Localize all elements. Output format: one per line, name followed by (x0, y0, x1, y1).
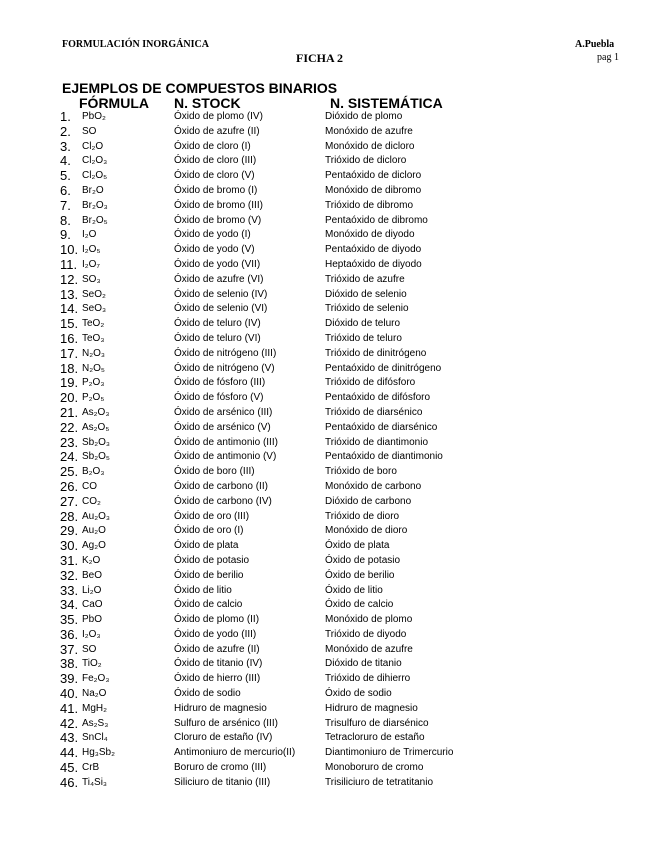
formula: Br₂O (82, 184, 104, 196)
row-number: 18. (60, 360, 79, 376)
table-row (0, 243, 655, 258)
table-row (0, 702, 655, 717)
table-row (0, 421, 655, 436)
formula: CO (82, 480, 97, 492)
row-number: 30. (60, 538, 79, 554)
systematic-name: Tetracloruro de estaño (325, 732, 425, 744)
row-number: 38. (60, 656, 79, 672)
table-row (0, 776, 655, 791)
formula: K₂O (82, 554, 101, 566)
systematic-name: Dióxido de titanio (325, 658, 402, 670)
systematic-name: Dióxido de teluro (325, 318, 401, 330)
column-header-stock: N. STOCK (174, 95, 241, 111)
table-row (0, 376, 655, 391)
row-number: 42. (60, 715, 79, 731)
row-number: 17. (60, 345, 79, 361)
row-number: 35. (60, 612, 79, 628)
systematic-name: Monoboruro de cromo (325, 762, 424, 774)
stock-name: Óxido de yodo (III) (174, 628, 257, 640)
stock-name: Óxido de hierro (III) (174, 673, 261, 685)
table-row (0, 436, 655, 451)
row-number: 3. (60, 138, 71, 154)
stock-name: Hidruro de magnesio (174, 702, 267, 714)
formula: Ag₂O (82, 540, 106, 552)
column-header-formula: FÓRMULA (79, 95, 149, 111)
row-number: 43. (60, 730, 79, 746)
row-number: 28. (60, 508, 79, 524)
formula: I₂O₅ (82, 244, 101, 256)
stock-name: Óxido de arsénico (III) (174, 406, 273, 418)
formula: As₂O₅ (82, 421, 110, 433)
systematic-name: Trisiliciuro de tetratitanio (325, 776, 434, 788)
row-number: 34. (60, 597, 79, 613)
systematic-name: Trióxido de dinitrógeno (325, 347, 427, 359)
formula: As₂O₃ (82, 406, 110, 418)
table-row (0, 554, 655, 569)
formula: N₂O₅ (82, 362, 105, 374)
formula: CO₂ (82, 495, 101, 507)
row-number: 21. (60, 404, 79, 420)
table-row (0, 199, 655, 214)
row-number: 19. (60, 375, 79, 391)
row-number: 6. (60, 182, 71, 198)
formula: Cl₂O₃ (82, 155, 108, 167)
table-row (0, 746, 655, 761)
formula: Br₂O₅ (82, 214, 108, 226)
systematic-name: Trióxido de boro (325, 466, 397, 478)
stock-name: Óxido de fósforo (V) (174, 392, 264, 404)
systematic-name: Trióxido de dibromo (325, 199, 414, 211)
systematic-name: Dióxido de carbono (325, 495, 412, 507)
stock-name: Óxido de plomo (II) (174, 614, 260, 626)
systematic-name: Pentaóxido de dibromo (325, 214, 428, 226)
formula: Br₂O₃ (82, 199, 108, 211)
stock-name: Óxido de yodo (VII) (174, 258, 261, 270)
table-row (0, 672, 655, 687)
systematic-name: Pentaóxido de dinitrógeno (325, 362, 442, 374)
stock-name: Óxido de cloro (III) (174, 155, 257, 167)
stock-name: Óxido de azufre (II) (174, 643, 260, 655)
stock-name: Óxido de yodo (I) (174, 229, 251, 241)
stock-name: Óxido de oro (I) (174, 525, 244, 537)
formula: B₂O₃ (82, 466, 105, 478)
table-row (0, 584, 655, 599)
stock-name: Cloruro de estaño (IV) (174, 732, 273, 744)
formula: Cl₂O (82, 140, 104, 152)
systematic-name: Trisulfuro de diarsénico (325, 717, 429, 729)
stock-name: Óxido de selenio (VI) (174, 303, 268, 315)
column-header-sistematica: N. SISTEMÁTICA (330, 95, 443, 111)
table-row (0, 687, 655, 702)
stock-name: Óxido de azufre (II) (174, 125, 260, 137)
formula: PbO₂ (82, 111, 106, 122)
row-number: 32. (60, 567, 79, 583)
row-number: 1. (60, 109, 71, 124)
systematic-name: Trióxido de dihierro (325, 673, 411, 685)
table-row (0, 657, 655, 672)
stock-name: Óxido de calcio (174, 599, 243, 611)
row-number: 45. (60, 760, 79, 776)
row-number: 33. (60, 582, 79, 598)
stock-name: Óxido de antimonio (III) (174, 436, 278, 448)
row-number: 11. (60, 256, 78, 272)
row-number: 46. (60, 774, 79, 790)
table-row (0, 154, 655, 169)
row-number: 16. (60, 330, 79, 346)
table-row (0, 510, 655, 525)
formula: N₂O₃ (82, 347, 105, 359)
systematic-name: Óxido de plata (325, 540, 390, 552)
row-number: 40. (60, 686, 79, 702)
row-number: 27. (60, 493, 79, 509)
table-row (0, 169, 655, 184)
row-number: 24. (60, 449, 79, 465)
compound-list (0, 110, 655, 791)
formula: MgH₂ (82, 702, 107, 714)
row-number: 22. (60, 419, 79, 435)
stock-name: Óxido de cloro (I) (174, 140, 251, 152)
stock-name: Óxido de bromo (V) (174, 214, 262, 226)
stock-name: Óxido de sodio (174, 688, 241, 700)
stock-name: Óxido de cloro (V) (174, 170, 255, 182)
table-row (0, 495, 655, 510)
formula: Au₂O (82, 525, 106, 537)
systematic-name: Trióxido de dicloro (325, 155, 407, 167)
table-row (0, 258, 655, 273)
author-header: A.Puebla (575, 39, 615, 50)
table-row (0, 214, 655, 229)
table-row (0, 125, 655, 140)
formula: P₂O₅ (82, 392, 105, 404)
formula: Au₂O₃ (82, 510, 110, 522)
page-number: pag 1 (597, 52, 619, 63)
systematic-name: Trióxido de selenio (325, 303, 409, 315)
table-row (0, 539, 655, 554)
table-row (0, 643, 655, 658)
row-number: 2. (60, 123, 71, 139)
systematic-name: Pentaóxido de difósforo (325, 392, 431, 404)
table-row (0, 362, 655, 377)
row-number: 41. (60, 700, 79, 716)
systematic-name: Monóxido de dibromo (325, 184, 422, 196)
formula: P₂O₃ (82, 377, 105, 389)
table-row (0, 613, 655, 628)
row-number: 5. (60, 168, 71, 184)
systematic-name: Monóxido de azufre (325, 643, 413, 655)
row-number: 12. (60, 271, 79, 287)
table-row (0, 450, 655, 465)
formula: TeO₃ (82, 332, 105, 344)
row-number: 9. (60, 227, 71, 243)
systematic-name: Trióxido de dioro (325, 510, 400, 522)
systematic-name: Trióxido de diarsénico (325, 406, 423, 418)
row-number: 20. (60, 390, 79, 406)
page-title: FICHA 2 (296, 51, 344, 65)
formula: SO₃ (82, 273, 101, 285)
stock-name: Óxido de berilio (174, 569, 244, 581)
systematic-name: Diantimoniuro de Trimercurio (325, 747, 454, 759)
stock-name: Óxido de bromo (III) (174, 199, 263, 211)
table-row (0, 184, 655, 199)
systematic-name: Trióxido de diantimonio (325, 436, 429, 448)
row-number: 39. (60, 671, 79, 687)
row-number: 44. (60, 745, 79, 761)
systematic-name: Pentaóxido de diyodo (325, 244, 422, 256)
table-row (0, 288, 655, 303)
stock-name: Óxido de boro (III) (174, 466, 255, 478)
systematic-name: Dióxido de selenio (325, 288, 407, 300)
row-number: 10. (60, 242, 79, 258)
stock-name: Óxido de teluro (IV) (174, 318, 261, 330)
stock-name: Óxido de bromo (I) (174, 184, 258, 196)
stock-name: Óxido de titanio (IV) (174, 658, 263, 670)
formula: Li₂O (82, 584, 102, 596)
systematic-name: Trióxido de teluro (325, 332, 402, 344)
systematic-name: Monóxido de dicloro (325, 140, 415, 152)
systematic-name: Óxido de sodio (325, 688, 392, 700)
systematic-name: Dióxido de plomo (325, 111, 403, 122)
stock-name: Óxido de nitrógeno (V) (174, 362, 275, 374)
formula: I₂O₇ (82, 258, 100, 270)
formula: I₂O (82, 229, 97, 241)
stock-name: Óxido de azufre (VI) (174, 273, 264, 285)
systematic-name: Óxido de potasio (325, 554, 401, 566)
row-number: 37. (60, 641, 79, 657)
stock-name: Siliciuro de titanio (III) (174, 776, 271, 788)
table-row (0, 598, 655, 613)
formula: CaO (82, 599, 103, 611)
table-row (0, 347, 655, 362)
stock-name: Óxido de litio (174, 584, 232, 596)
row-number: 13. (60, 286, 79, 302)
row-number: 36. (60, 626, 79, 642)
row-number: 14. (60, 301, 79, 317)
formula: Sb₂O₃ (82, 436, 110, 448)
systematic-name: Hidruro de magnesio (325, 702, 418, 714)
row-number: 23. (60, 434, 79, 450)
row-number: 8. (60, 212, 71, 228)
stock-name: Óxido de teluro (VI) (174, 332, 261, 344)
formula: SeO₂ (82, 288, 106, 300)
table-row (0, 110, 655, 125)
stock-name: Óxido de fósforo (III) (174, 377, 266, 389)
row-number: 26. (60, 478, 79, 494)
stock-name: Óxido de antimonio (V) (174, 451, 277, 463)
table-row (0, 480, 655, 495)
stock-name: Óxido de oro (III) (174, 510, 250, 522)
table-row (0, 273, 655, 288)
table-row (0, 140, 655, 155)
stock-name: Óxido de carbono (IV) (174, 495, 272, 507)
stock-name: Óxido de selenio (IV) (174, 288, 268, 300)
stock-name: Óxido de plomo (IV) (174, 111, 263, 122)
formula: Sb₂O₅ (82, 451, 110, 463)
formula: CrB (82, 762, 100, 774)
formula: Cl₂O₅ (82, 170, 108, 182)
systematic-name: Óxido de berilio (325, 569, 395, 581)
formula: SeO₃ (82, 303, 107, 315)
formula: I₂O₃ (82, 628, 101, 640)
systematic-name: Trióxido de difósforo (325, 377, 416, 389)
table-row (0, 569, 655, 584)
systematic-name: Monóxido de azufre (325, 125, 413, 137)
formula: SO (82, 643, 97, 655)
formula: SO (82, 125, 97, 137)
stock-name: Sulfuro de arsénico (III) (174, 717, 278, 729)
stock-name: Óxido de plata (174, 540, 239, 552)
table-row (0, 524, 655, 539)
row-number: 31. (60, 552, 79, 568)
row-number: 4. (60, 153, 71, 169)
table-row (0, 717, 655, 732)
systematic-name: Monóxido de plomo (325, 614, 413, 626)
stock-name: Óxido de potasio (174, 554, 250, 566)
stock-name: Boruro de cromo (III) (174, 762, 267, 774)
subject-header: FORMULACIÓN INORGÁNICA (62, 39, 209, 50)
formula: Hg₃Sb₂ (82, 747, 115, 759)
formula: TiO₂ (82, 658, 102, 670)
table-row (0, 332, 655, 347)
formula: TeO₂ (82, 318, 105, 330)
table-row (0, 302, 655, 317)
table-row (0, 465, 655, 480)
stock-name: Óxido de yodo (V) (174, 244, 255, 256)
systematic-name: Trióxido de azufre (325, 273, 405, 285)
systematic-name: Monóxido de dioro (325, 525, 408, 537)
formula: As₂S₃ (82, 717, 109, 729)
table-row (0, 391, 655, 406)
formula: Ti₄Si₃ (82, 776, 108, 788)
row-number: 25. (60, 464, 79, 480)
table-row (0, 317, 655, 332)
row-number: 7. (60, 197, 71, 213)
row-number: 29. (60, 523, 79, 539)
systematic-name: Monóxido de diyodo (325, 229, 415, 241)
row-number: 15. (60, 316, 79, 332)
formula: Fe₂O₃ (82, 673, 110, 685)
systematic-name: Monóxido de carbono (325, 480, 422, 492)
table-row (0, 761, 655, 776)
formula: Na₂O (82, 688, 107, 700)
systematic-name: Trióxido de diyodo (325, 628, 407, 640)
stock-name: Óxido de arsénico (V) (174, 421, 271, 433)
table-row (0, 228, 655, 243)
table-row (0, 731, 655, 746)
formula: PbO (82, 614, 103, 626)
systematic-name: Pentaóxido de diarsénico (325, 421, 438, 433)
systematic-name: Heptaóxido de diyodo (325, 258, 422, 270)
systematic-name: Óxido de calcio (325, 599, 394, 611)
stock-name: Óxido de nitrógeno (III) (174, 347, 277, 359)
systematic-name: Óxido de litio (325, 584, 383, 596)
stock-name: Antimoniuro de mercurio(II) (174, 747, 296, 759)
formula: SnCl₄ (82, 732, 108, 744)
stock-name: Óxido de carbono (II) (174, 480, 268, 492)
section-title: EJEMPLOS DE COMPUESTOS BINARIOS (62, 80, 338, 96)
formula: BeO (82, 569, 103, 581)
table-row (0, 406, 655, 421)
systematic-name: Pentaóxido de diantimonio (325, 451, 443, 463)
table-row (0, 628, 655, 643)
systematic-name: Pentaóxido de dicloro (325, 170, 422, 182)
